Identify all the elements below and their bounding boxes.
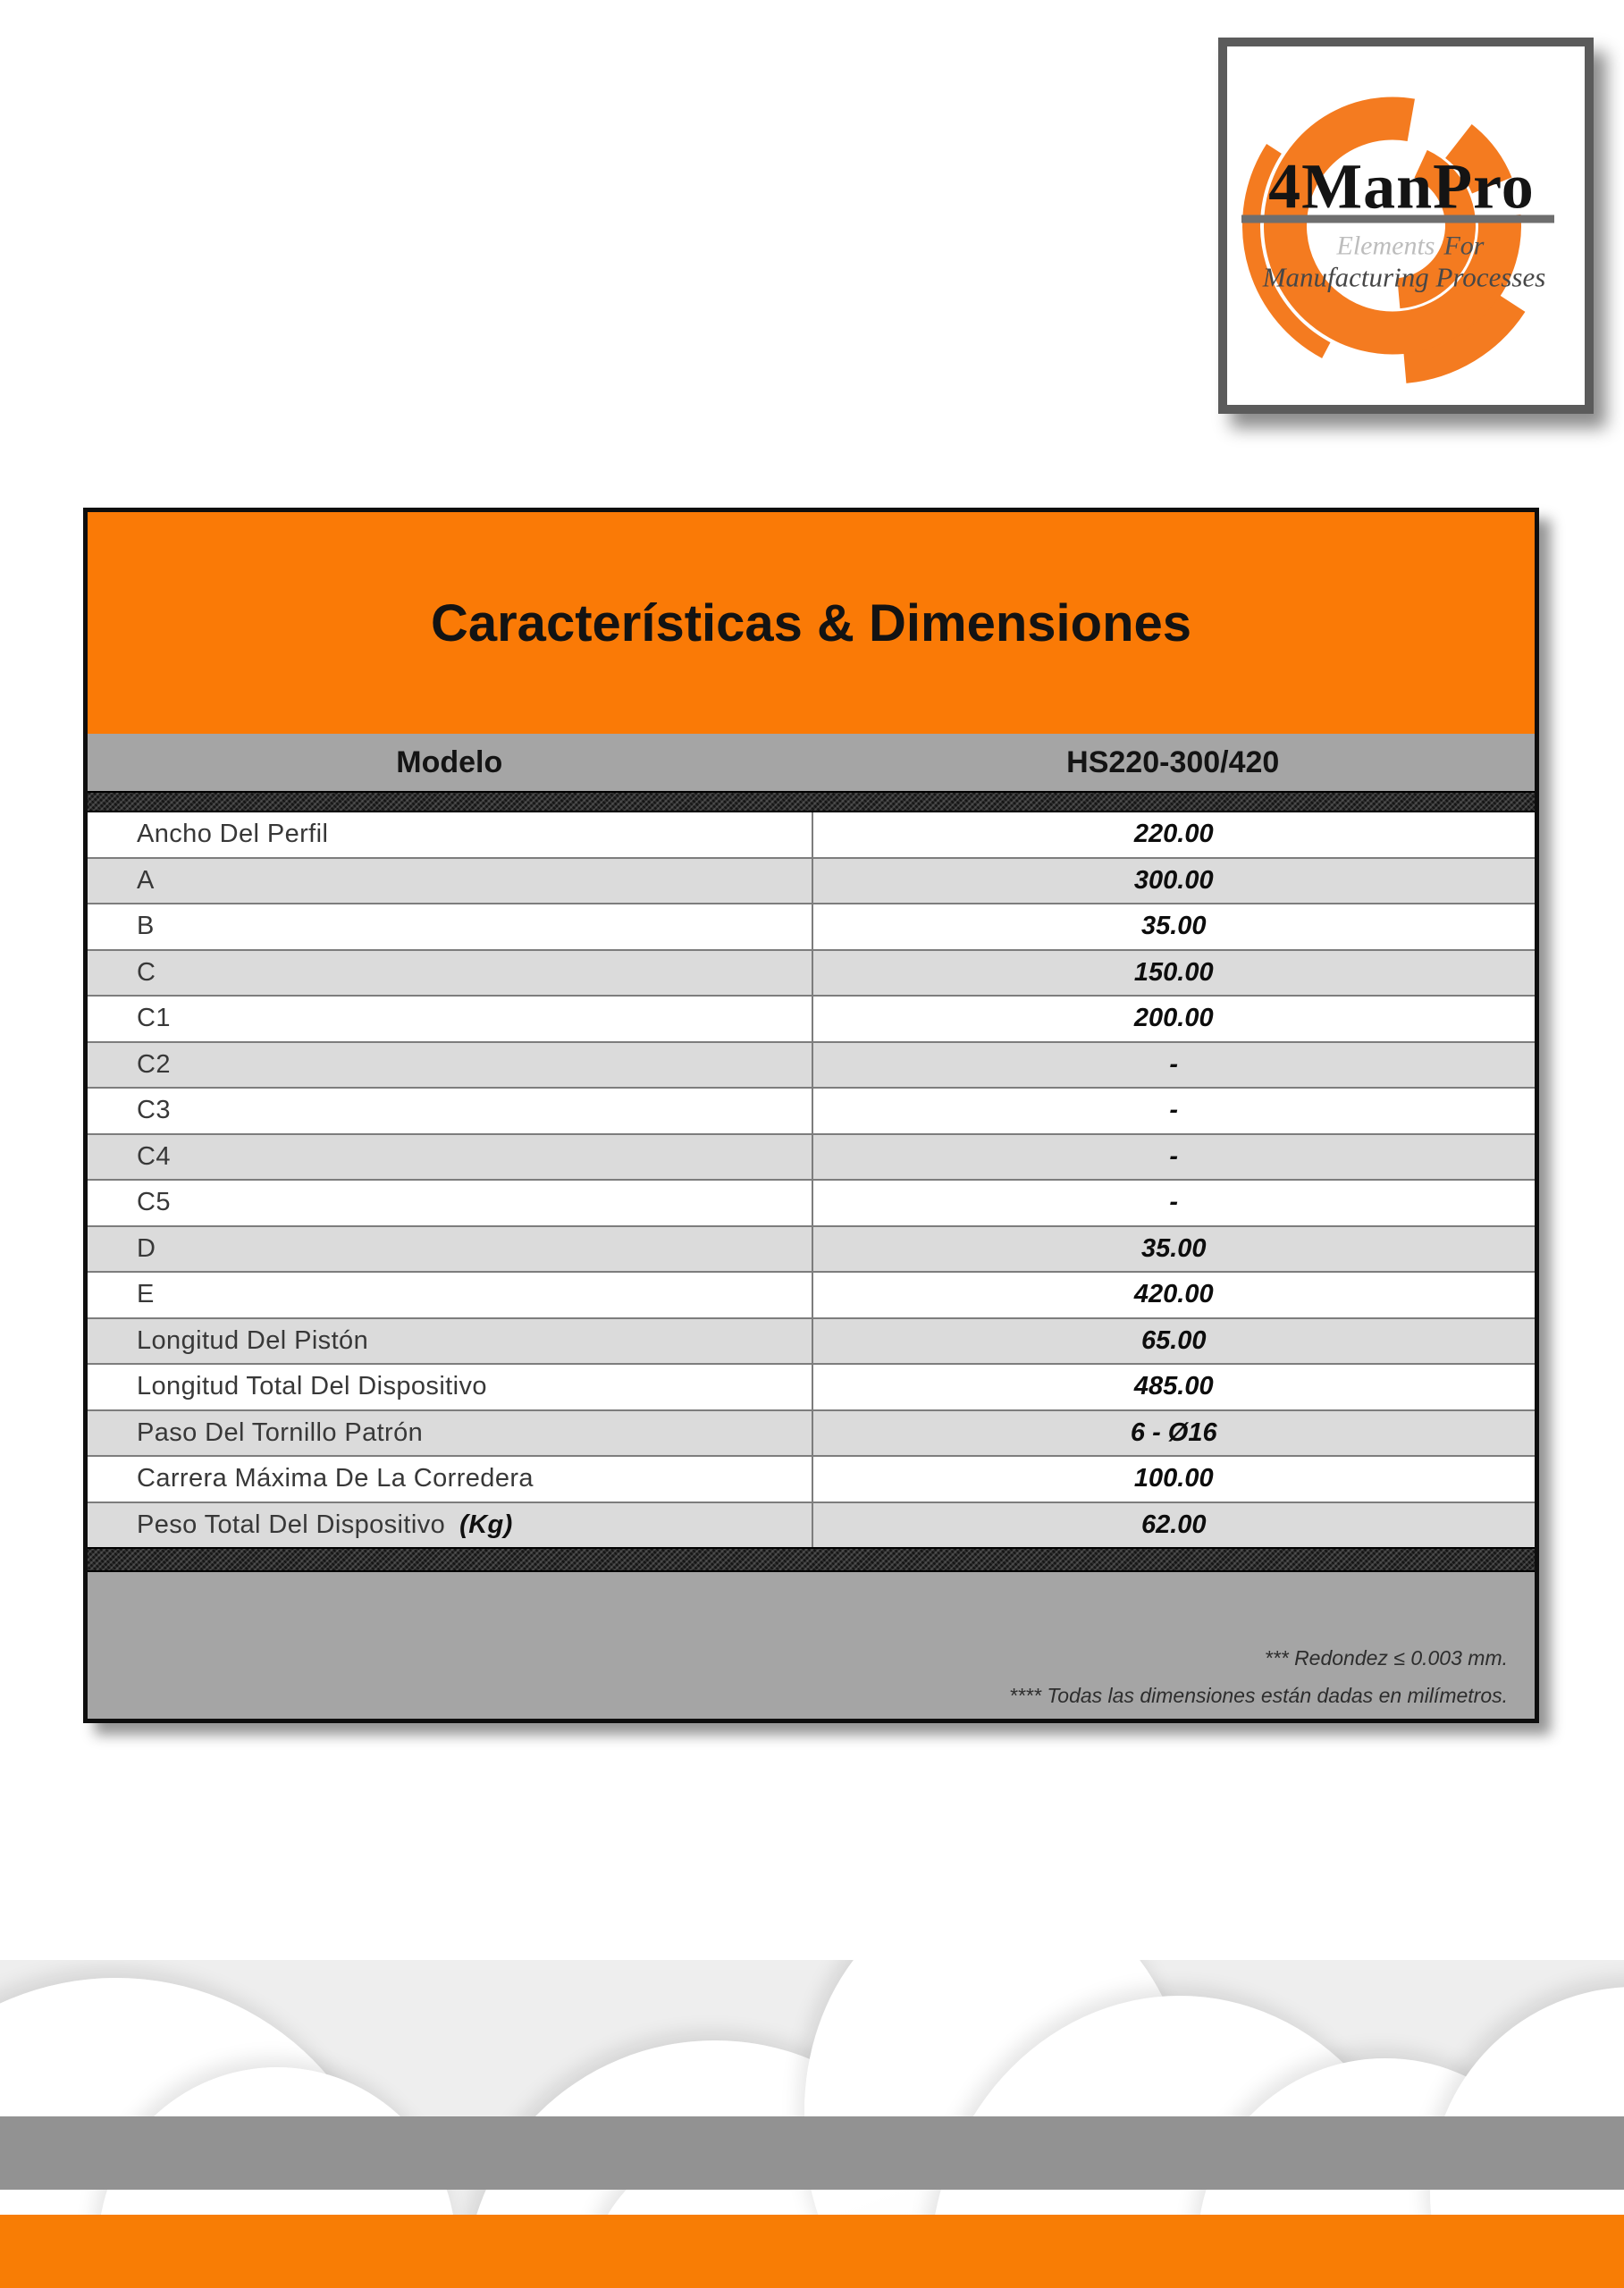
logo-card [1218,38,1594,414]
row-label-cell [88,1273,812,1317]
tagline-for: For [1443,231,1485,261]
tagline-elements: Elements [1336,231,1435,261]
row-label: D [137,1233,156,1263]
model-header-row [88,734,1535,791]
row-label-cell [88,951,812,996]
row-label-cell [88,1181,812,1225]
row-value: 420.00 [812,1273,1536,1317]
table-row [88,949,1535,996]
row-value: - [812,1043,1536,1088]
spec-table [83,508,1539,1723]
row-value: 200.00 [812,997,1536,1041]
table-row [88,1409,1535,1456]
row-label: A [137,865,155,895]
row-label-cell [88,1089,812,1133]
model-header-label: Modelo [396,744,503,779]
table-row [88,1317,1535,1364]
table-row [88,1087,1535,1133]
row-value: - [812,1089,1536,1133]
note-units: **** Todas las dimensiones están dadas en milímetros. [1009,1684,1508,1707]
row-label: C3 [137,1096,171,1125]
table-row [88,1455,1535,1502]
row-value: 485.00 [812,1365,1536,1409]
row-label-cell [88,904,812,949]
row-label: C1 [137,1004,171,1033]
row-label-cell [88,1411,812,1456]
brand-tagline-line1 [1336,231,1485,261]
row-value: 220.00 [812,812,1536,857]
row-label: Paso Del Tornillo Patrón [137,1417,424,1447]
row-value: 100.00 [812,1457,1536,1502]
separator-top [88,791,1535,812]
model-header-value: HS220-300/420 [1066,744,1280,779]
table-row [88,903,1535,949]
row-label-cell [88,997,812,1041]
brand-tagline-line2: Manufacturing Processes [1262,261,1546,293]
row-value: 6 - Ø16 [812,1411,1536,1456]
brand-logo [1227,46,1585,405]
row-value: 300.00 [812,859,1536,904]
row-value: 150.00 [812,951,1536,996]
row-label-cell [88,812,812,857]
row-label-cell [88,1043,812,1088]
table-rows [88,812,1535,1547]
row-label: Ancho Del Perfil [137,820,329,849]
row-value: 62.00 [812,1503,1536,1548]
row-label: C4 [137,1141,171,1171]
row-label: E [137,1280,155,1309]
table-row [88,857,1535,904]
table-row [88,995,1535,1041]
orange-footer-band [0,2215,1624,2288]
row-value: 65.00 [812,1319,1536,1364]
row-label-suffix: (Kg) [459,1510,513,1539]
row-label: C2 [137,1049,171,1079]
row-label: Carrera Máxima De La Corredera [137,1464,534,1493]
table-title-bar [88,512,1535,734]
gray-band [0,2116,1624,2190]
row-label: B [137,912,155,941]
table-row [88,1225,1535,1272]
table-row [88,812,1535,857]
table-row [88,1041,1535,1088]
row-value: 35.00 [812,1227,1536,1272]
row-label-cell [88,1227,812,1272]
row-label: C5 [137,1188,171,1217]
page-title: Características & Dimensiones [430,593,1192,652]
brand-name: 4ManPro [1268,150,1535,223]
separator-bottom [88,1547,1535,1572]
row-label: Peso Total Del Dispositivo [137,1510,446,1539]
note-roundness: *** Redondez ≤ 0.003 mm. [1264,1646,1508,1670]
row-label-cell [88,1503,812,1548]
table-row [88,1363,1535,1409]
row-value: - [812,1135,1536,1180]
row-label: Longitud Total Del Dispositivo [137,1372,487,1401]
row-label-cell [88,1319,812,1364]
row-label-cell [88,859,812,904]
row-label-cell [88,1135,812,1180]
row-label: Longitud Del Pistón [137,1325,369,1355]
row-label: C [137,957,156,987]
row-value: - [812,1181,1536,1225]
row-label-cell [88,1365,812,1409]
table-row [88,1502,1535,1548]
table-row [88,1133,1535,1180]
row-value: 35.00 [812,904,1536,949]
row-label-cell [88,1457,812,1502]
logo-swirl-icon [1227,46,1585,405]
table-row [88,1179,1535,1225]
table-row [88,1271,1535,1317]
table-footer [88,1572,1535,1719]
